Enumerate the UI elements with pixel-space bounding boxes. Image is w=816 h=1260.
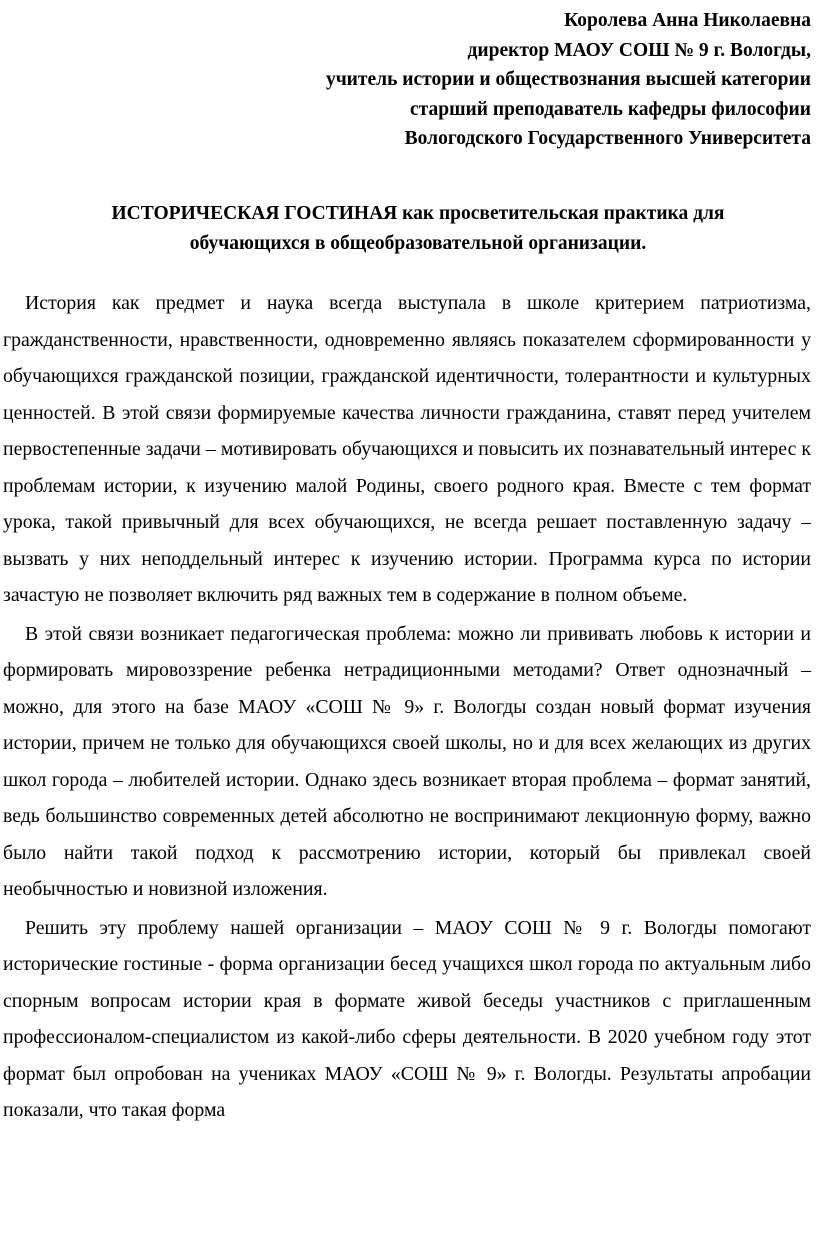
article-title-rest: как просветительская практика для <box>397 203 725 224</box>
article-title-caps: ИСТОРИЧЕСКАЯ ГОСТИНАЯ <box>111 203 398 224</box>
author-block <box>31 6 811 154</box>
author-position-university: Вологодского Государственного Университета <box>404 128 811 149</box>
paragraph-1: История как предмет и наука всегда выступала в школе критерием патриотизма, гражданственности, нравственности, одновременно являясь показателем сформированности у обучающихся гражданской позиции, гражданской идентичности, толерантности и культурных ценностей. В этой связи формируемые качества личности гражданина, ставят перед учителем первостепенные задачи – мотивировать обучающихся и повысить их познавательный интерес к проблемам истории, к изучению малой Родины, своего родного края. Вместе с тем формат урока, такой привычный для всех обучающихся, не всегда решает поставленную задачу – вызвать у них неподдельный интерес к изучению истории. Программа курса по истории зачастую не позволяет включить ряд важных тем в содержание в полном объеме. <box>3 292 811 606</box>
article-title-line-2: обучающихся в общеобразовательной организации. <box>189 233 647 254</box>
author-position-director: директор МАОУ СОШ № 9 г. Вологды, <box>467 39 811 61</box>
paragraph-3: Решить эту проблему нашей организации – МАОУ СОШ № 9 г. Вологды помогают исторические гостиные - форма организации бесед учащихся школ города по актуальным либо спорным вопросам истории края в формате живой беседы участников с приглашенным профессионалом-специалистом из какой-либо сферы деятельности. В 2020 учебном году этот формат был опробован на учениках МАОУ «СОШ № 9» г. Вологды. Результаты апробации показали, что такая форма <box>3 916 811 1121</box>
article-title <box>20 199 816 259</box>
paragraph-2: В этой связи возникает педагогическая проблема: можно ли прививать любовь к истории и формировать мировоззрение ребенка нетрадиционными методами? Ответ однозначный – можно, для этого на базе МАОУ «СОШ № 9» г. Вологды создан новый формат изучения истории, причем не только для обучающихся своей школы, но и для всех желающих из других школ города – любителей истории. Однако здесь возникает вторая проблема – формат занятий, ведь большинство современных детей абсолютно не воспринимают лекционную форму, важно было найти такой подход к рассмотрению истории, который бы привлекал своей необычностью и новизной изложения. <box>3 622 811 900</box>
author-position-lecturer: старший преподаватель кафедры философии <box>410 98 811 120</box>
article-body <box>3 285 811 1129</box>
author-name: Королева Анна Николаевна <box>564 10 811 31</box>
article-title-line-1 <box>20 199 816 229</box>
author-position-teacher: учитель истории и обществознания высшей категории <box>325 69 811 90</box>
